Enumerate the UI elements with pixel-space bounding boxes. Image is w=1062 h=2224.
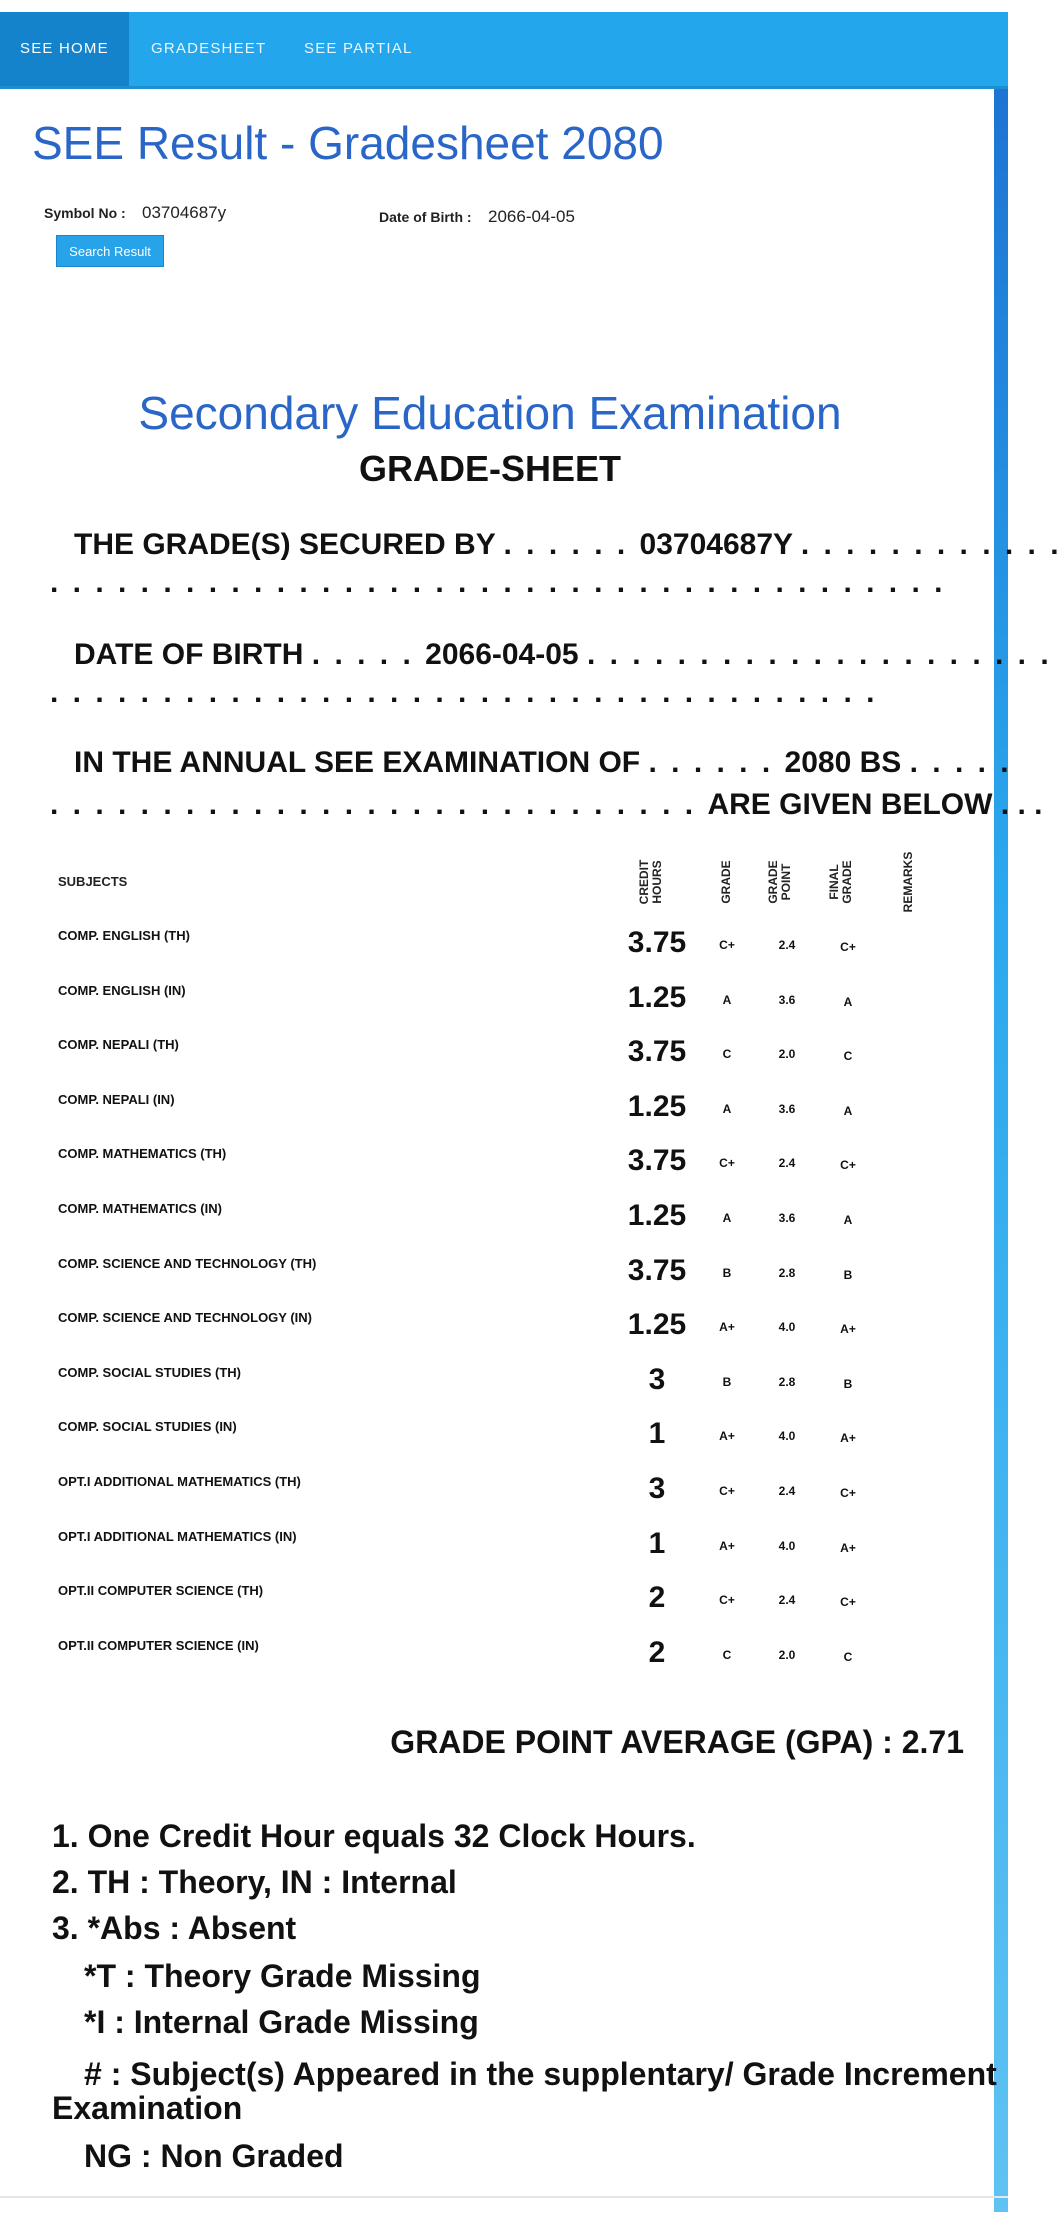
grade-point-header-line2: POINT — [779, 863, 793, 901]
exam-label: IN THE ANNUAL SEE EXAMINATION OF — [74, 746, 641, 779]
row-final-grade: B — [843, 1377, 853, 1391]
row-subject: COMP. SOCIAL STUDIES (IN) — [58, 1419, 237, 1434]
given-below-text: ARE GIVEN BELOW . . . — [707, 788, 1043, 821]
row-grade: C+ — [719, 1156, 735, 1170]
row-final-grade: C+ — [840, 1595, 856, 1609]
row-subject: OPT.I ADDITIONAL MATHEMATICS (TH) — [58, 1474, 301, 1489]
row-grade-point: 2.8 — [778, 1375, 796, 1389]
row-grade: B — [722, 1266, 732, 1280]
exam-value: 2080 BS — [784, 746, 902, 779]
row-grade: A — [722, 1211, 732, 1225]
credit-hours-header-line2: HOURS — [650, 860, 664, 904]
remarks-header: REMARKS — [901, 851, 915, 913]
note-1: 1. One Credit Hour equals 32 Clock Hours. — [52, 1818, 696, 1854]
row-final-grade: C+ — [840, 1158, 856, 1172]
row-subject: COMP. MATHEMATICS (TH) — [58, 1146, 227, 1161]
row-subject: COMP. SOCIAL STUDIES (TH) — [58, 1365, 241, 1380]
sheet-dob-value: 2066-04-05 — [425, 638, 579, 671]
final-grade-header-line1: FINAL — [827, 864, 841, 900]
row-grade: C+ — [719, 1484, 735, 1498]
row-subject: COMP. MATHEMATICS (IN) — [58, 1201, 222, 1216]
row-grade-point: 4.0 — [778, 1539, 796, 1553]
row-subject: COMP. SCIENCE AND TECHNOLOGY (TH) — [58, 1256, 317, 1271]
row-final-grade: A+ — [840, 1322, 856, 1336]
row-credit-hours: 3.75 — [627, 1035, 687, 1068]
row-subject: COMP. ENGLISH (IN) — [58, 983, 186, 998]
nav-gradesheet[interactable]: GRADESHEET — [151, 40, 267, 57]
nav-see-partial[interactable]: SEE PARTIAL — [304, 40, 413, 57]
row-grade-point: 3.6 — [778, 993, 796, 1007]
row-grade: A — [722, 1102, 732, 1116]
dotted-line: . . . . . . . . . . . . . . . . . . . . . . . . . . . . . . . . . . . . . — [50, 676, 878, 709]
note-4: *T : Theory Grade Missing — [84, 1958, 481, 1994]
row-subject: COMP. SCIENCE AND TECHNOLOGY (IN) — [58, 1310, 313, 1325]
row-credit-hours: 3 — [648, 1363, 666, 1396]
symbol-no-label: Symbol No : — [44, 205, 126, 221]
row-credit-hours: 1.25 — [627, 981, 687, 1014]
row-subject: OPT.I ADDITIONAL MATHEMATICS (IN) — [58, 1529, 297, 1544]
credit-hours-header — [638, 852, 666, 912]
credit-hours-header-line1: CREDIT — [637, 859, 651, 905]
row-final-grade: A+ — [840, 1431, 856, 1445]
row-credit-hours: 3.75 — [627, 926, 687, 959]
row-credit-hours: 1 — [648, 1417, 666, 1450]
row-final-grade: A — [843, 1213, 853, 1227]
note-2: 2. TH : Theory, IN : Internal — [52, 1864, 457, 1900]
grade-point-header — [767, 854, 795, 910]
final-grade-header-line2: GRADE — [840, 860, 854, 904]
row-grade-point: 2.4 — [778, 1156, 796, 1170]
row-credit-hours: 3.75 — [627, 1254, 687, 1287]
note-5: *I : Internal Grade Missing — [84, 2004, 479, 2040]
row-grade: A+ — [719, 1320, 735, 1334]
row-grade: A+ — [719, 1429, 735, 1443]
secured-by-value: 03704687Y — [639, 528, 793, 561]
row-final-grade: C — [843, 1049, 853, 1063]
row-subject: OPT.II COMPUTER SCIENCE (TH) — [58, 1583, 264, 1598]
search-result-button[interactable]: Search Result — [56, 235, 164, 267]
exam-line: IN THE ANNUAL SEE EXAMINATION OF . . . . . . 2080 BS . . . . . — [74, 746, 1012, 779]
row-grade-point: 3.6 — [778, 1211, 796, 1225]
row-grade-point: 2.4 — [778, 1484, 796, 1498]
row-grade-point: 2.0 — [778, 1047, 796, 1061]
secured-by-line: THE GRADE(S) SECURED BY . . . . . . 03704687Y . . . . . . . . . . . . — [74, 528, 1062, 561]
row-final-grade: A — [843, 1104, 853, 1118]
grade-header: GRADE — [719, 860, 733, 904]
dob-line: DATE OF BIRTH . . . . . 2066-04-05 . . . . . . . . . . . . . . . . . . . . . — [74, 638, 1052, 671]
row-final-grade: C+ — [840, 1486, 856, 1500]
note-7: NG : Non Graded — [84, 2138, 344, 2174]
row-grade-point: 3.6 — [778, 1102, 796, 1116]
row-grade: C+ — [719, 938, 735, 952]
row-subject: COMP. ENGLISH (TH) — [58, 928, 190, 943]
row-grade: B — [722, 1375, 732, 1389]
row-grade: A+ — [719, 1539, 735, 1553]
row-final-grade: A+ — [840, 1541, 856, 1555]
row-grade-point: 2.0 — [778, 1648, 796, 1662]
symbol-no-value[interactable]: 03704687y — [142, 203, 227, 222]
grade-point-header-line1: GRADE — [766, 860, 780, 904]
page-title: SEE Result - Gradesheet 2080 — [32, 117, 664, 169]
row-grade-point: 2.4 — [778, 938, 796, 952]
exam-title: Secondary Education Examination — [138, 387, 842, 439]
row-grade-point: 4.0 — [778, 1320, 796, 1334]
note-3: 3. *Abs : Absent — [52, 1910, 297, 1946]
given-below-line: . . . . . . . . . . . . . . . . . . . . . . . . . . . . . ARE GIVEN BELOW . . . — [50, 788, 1043, 821]
page-bottom-divider — [0, 2196, 1008, 2198]
gradesheet-heading: GRADE-SHEET — [358, 448, 622, 489]
subjects-header: SUBJECTS — [58, 874, 128, 889]
row-grade: C — [722, 1648, 732, 1662]
row-credit-hours: 2 — [648, 1581, 666, 1614]
row-final-grade: B — [843, 1268, 853, 1282]
page-edge-stripe — [994, 12, 1008, 2212]
row-credit-hours: 1.25 — [627, 1199, 687, 1232]
row-credit-hours: 3 — [648, 1472, 666, 1505]
note-6: # : Subject(s) Appeared in the supplentary/ Grade Increment — [84, 2056, 997, 2092]
row-final-grade: C — [843, 1650, 853, 1664]
final-grade-header — [828, 854, 856, 910]
row-grade: A — [722, 993, 732, 1007]
sheet-dob-label: DATE OF BIRTH — [74, 638, 304, 671]
row-credit-hours: 1 — [648, 1527, 666, 1560]
row-grade: C — [722, 1047, 732, 1061]
dob-label: Date of Birth : — [379, 209, 472, 225]
row-credit-hours: 2 — [648, 1636, 666, 1669]
row-grade-point: 2.4 — [778, 1593, 796, 1607]
gpa-value: GRADE POINT AVERAGE (GPA) : 2.71 — [390, 1724, 964, 1760]
row-subject: COMP. NEPALI (IN) — [58, 1092, 175, 1107]
row-subject: COMP. NEPALI (TH) — [58, 1037, 179, 1052]
row-grade-point: 2.8 — [778, 1266, 796, 1280]
row-credit-hours: 3.75 — [627, 1144, 687, 1177]
row-credit-hours: 1.25 — [627, 1308, 687, 1341]
row-credit-hours: 1.25 — [627, 1090, 687, 1123]
dob-value[interactable]: 2066-04-05 — [488, 207, 575, 226]
note-6-cont: Examination — [52, 2090, 243, 2126]
row-final-grade: A — [843, 995, 853, 1009]
nav-see-home[interactable]: SEE HOME — [0, 12, 129, 86]
dotted-line: . . . . . . . . . . . . . . . . . . . . . . . . . . . . . . . . . . . . . . . . — [50, 566, 946, 599]
row-grade: C+ — [719, 1593, 735, 1607]
row-grade-point: 4.0 — [778, 1429, 796, 1443]
row-subject: OPT.II COMPUTER SCIENCE (IN) — [58, 1638, 259, 1653]
row-final-grade: C+ — [840, 940, 856, 954]
top-navbar — [0, 12, 1008, 89]
secured-by-label: THE GRADE(S) SECURED BY — [74, 528, 496, 561]
